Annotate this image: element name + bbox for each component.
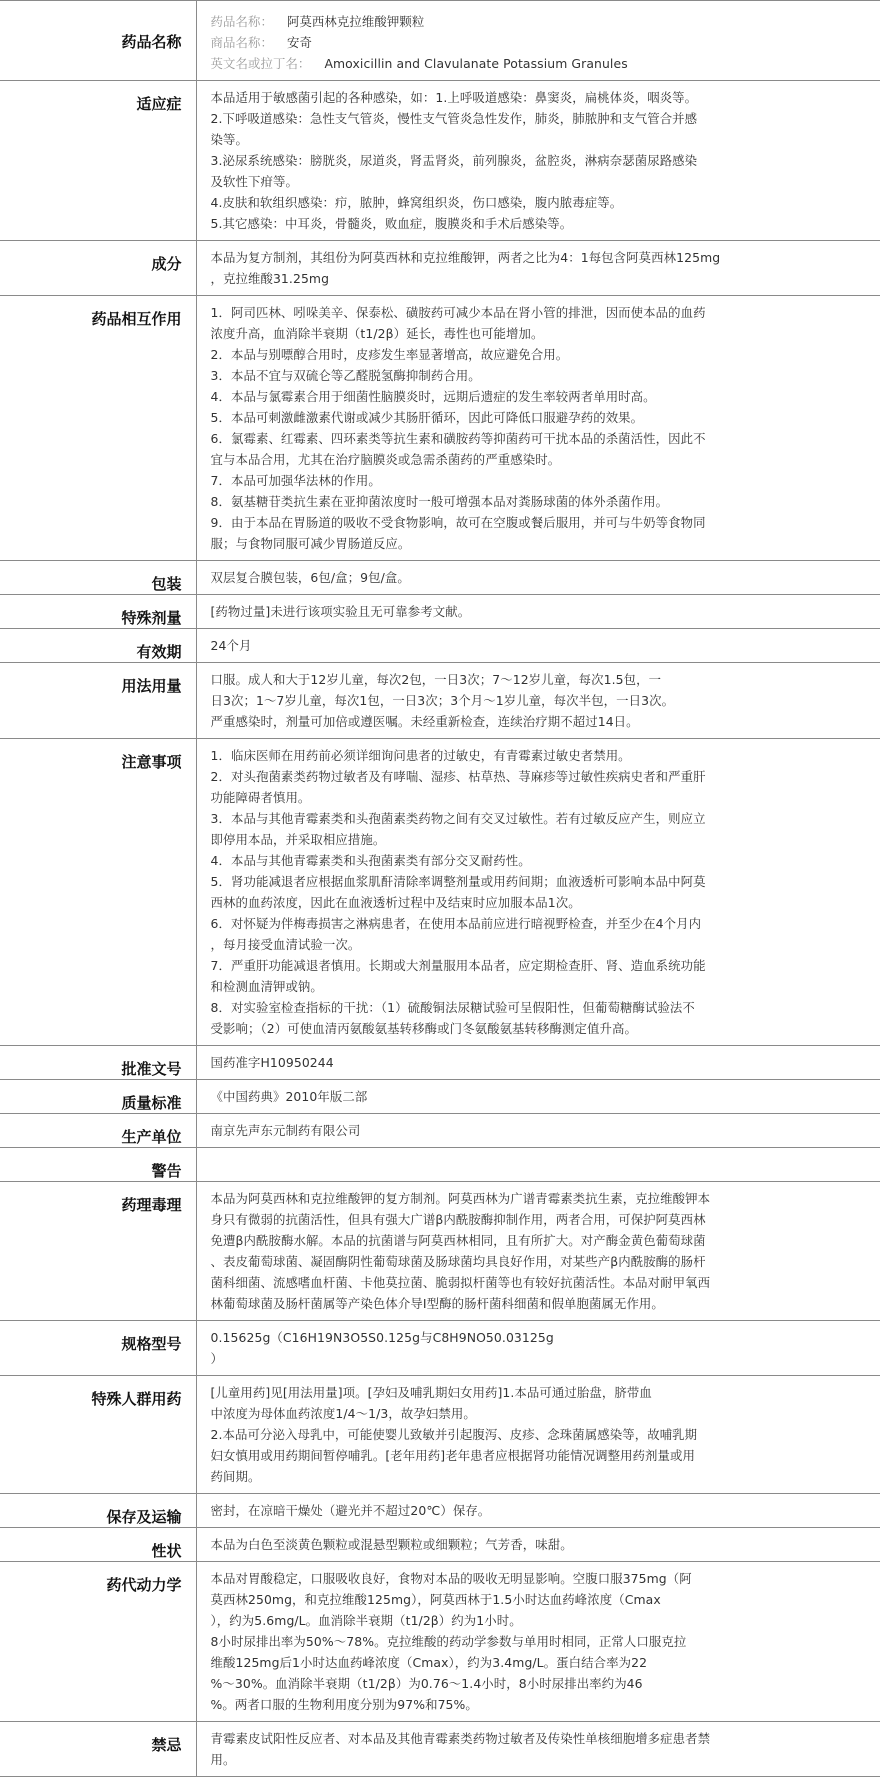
trade-name-value: 安奇 bbox=[286, 35, 312, 50]
spec-row bbox=[0, 595, 880, 629]
row-value bbox=[196, 1321, 880, 1376]
generic-name-key: 药品名称： bbox=[210, 14, 273, 29]
trade-name-key: 商品名称： bbox=[210, 35, 273, 50]
value-line: 药间期。 bbox=[210, 1469, 261, 1484]
value-line: 4.皮肤和软组织感染：疖，脓肿，蜂窝组织炎，伤口感染，腹内脓毒症等。 bbox=[210, 195, 623, 210]
row-value bbox=[196, 663, 880, 739]
row-value bbox=[196, 1528, 880, 1562]
row-label: 保存及运输 bbox=[0, 1494, 196, 1528]
row-value bbox=[196, 1376, 880, 1494]
value-line: 2.下呼吸道感染：急性支气管炎，慢性支气管炎急性发作，肺炎，肺脓肿和支气管合并感 bbox=[210, 111, 698, 126]
spec-table-body bbox=[0, 1, 880, 1777]
row-label: 特殊人群用药 bbox=[0, 1376, 196, 1494]
value-line: 、表皮葡萄球菌、凝固酶阴性葡萄球菌及肠球菌均具良好作用，对某些产β内酰胺酶的肠杆 bbox=[210, 1254, 706, 1269]
value-line: 林葡萄球菌及肠杆菌属等产染色体介导I型酶的肠杆菌科细菌和假单胞菌属无作用。 bbox=[210, 1296, 664, 1311]
value-line: 日3次；1～7岁儿童，每次1包，一日3次；3个月～1岁儿童，每次半包，一日3次。 bbox=[210, 693, 675, 708]
row-value bbox=[196, 1080, 880, 1114]
row-value bbox=[196, 296, 880, 561]
row-value bbox=[196, 1722, 880, 1777]
drug-name-block bbox=[196, 1, 880, 81]
row-label: 包装 bbox=[0, 561, 196, 595]
value-line: 8．对实验室检查指标的干扰：（1）硫酸铜法尿糖试验可呈假阳性，但葡萄糖酶试验法不 bbox=[210, 1000, 695, 1015]
value-line: 莫西林250mg，和克拉维酸125mg），阿莫西林于1.5小时达血药峰浓度（Cmax bbox=[210, 1592, 661, 1607]
value-line: 服；与食物同服可减少胃肠道反应。 bbox=[210, 536, 411, 551]
value-line: 1．临床医师在用药前必须详细询问患者的过敏史，有青霉素过敏史者禁用。 bbox=[210, 748, 631, 763]
row-value bbox=[196, 629, 880, 663]
row-label: 药品相互作用 bbox=[0, 296, 196, 561]
row-label: 适应症 bbox=[0, 81, 196, 241]
value-line: ） bbox=[210, 1351, 223, 1366]
row-label: 药代动力学 bbox=[0, 1562, 196, 1722]
spec-row bbox=[0, 81, 880, 241]
value-line: 6．氯霉素、红霉素、四环素类等抗生素和磺胺药等抑菌药可干扰本品的杀菌活性，因此不 bbox=[210, 431, 706, 446]
row-value bbox=[196, 241, 880, 296]
row-value bbox=[196, 1114, 880, 1148]
row-label: 药品名称 bbox=[0, 1, 196, 81]
value-line: 即停用本品，并采取相应措施。 bbox=[210, 832, 386, 847]
value-line: 0.15625g（C16H19N3O5S0.125g与C8H9NO50.03125g bbox=[210, 1330, 554, 1345]
row-value bbox=[196, 1494, 880, 1528]
value-line: 维酸125mg后1小时达血药峰浓度（Cmax），约为3.4mg/L。蛋白结合率为22 bbox=[210, 1655, 648, 1670]
value-line: %。两者口服的生物利用度分别为97%和75%。 bbox=[210, 1697, 478, 1712]
value-line: 妇女慎用或用药期间暂停哺乳。[老年用药]老年患者应根据肾功能情况调整用药剂量或用 bbox=[210, 1448, 696, 1463]
value-line: 口服。成人和大于12岁儿童，每次2包，一日3次；7～12岁儿童，每次1.5包，一 bbox=[210, 672, 662, 687]
value-line: 染等。 bbox=[210, 132, 248, 147]
value-line: ），约为5.6mg/L。血消除半衰期（t1/2β）约为1小时。 bbox=[210, 1613, 522, 1628]
value-line: 本品对胃酸稳定，口服吸收良好，食物对本品的吸收无明显影响。空腹口服375mg（阿 bbox=[210, 1571, 692, 1586]
spec-row bbox=[0, 663, 880, 739]
value-line: 本品适用于敏感菌引起的各种感染，如：1.上呼吸道感染：鼻窦炎，扁桃体炎，咽炎等。 bbox=[210, 90, 698, 105]
value-line: 西林的血药浓度，因此在血液透析过程中及结束时应加服本品1次。 bbox=[210, 895, 581, 910]
spec-row bbox=[0, 1046, 880, 1080]
value-line: 国药准字H10950244 bbox=[210, 1055, 334, 1070]
value-line: 2．本品与别嘌醇合用时，皮疹发生率显著增高，故应避免合用。 bbox=[210, 347, 569, 362]
row-value bbox=[196, 1046, 880, 1080]
row-label: 批准文号 bbox=[0, 1046, 196, 1080]
value-line: 8．氨基糖苷类抗生素在亚抑菌浓度时一般可增强本品对粪肠球菌的体外杀菌作用。 bbox=[210, 494, 669, 509]
spec-row bbox=[0, 561, 880, 595]
row-label: 用法用量 bbox=[0, 663, 196, 739]
value-line: 严重感染时，剂量可加倍或遵医嘱。未经重新检查，连续治疗期不超过14日。 bbox=[210, 714, 639, 729]
spec-row bbox=[0, 1321, 880, 1376]
value-line: 2．对头孢菌素类药物过敏者及有哮喘、湿疹、枯草热、荨麻疹等过敏性疾病史者和严重肝 bbox=[210, 769, 706, 784]
value-line: 1．阿司匹林、吲哚美辛、保泰松、磺胺药可减少本品在肾小管的排泄，因而使本品的血药 bbox=[210, 305, 706, 320]
trade-name-line bbox=[211, 32, 869, 53]
value-line: 受影响；（2）可使血清丙氨酸氨基转移酶或门冬氨酸氨基转移酶测定值升高。 bbox=[210, 1021, 637, 1036]
value-line: 本品为阿莫西林和克拉维酸钾的复方制剂。阿莫西林为广谱青霉素类抗生素，克拉维酸钾本 bbox=[210, 1191, 711, 1206]
value-line: %～30%。血消除半衰期（t1/2β）为0.76～1.4小时，8小时尿排出率约为46 bbox=[210, 1676, 643, 1691]
row-label: 注意事项 bbox=[0, 739, 196, 1046]
spec-row bbox=[0, 1722, 880, 1777]
row-value bbox=[196, 739, 880, 1046]
value-line: 7．本品可加强华法林的作用。 bbox=[210, 473, 381, 488]
spec-row bbox=[0, 739, 880, 1046]
spec-row bbox=[0, 1148, 880, 1182]
generic-name-value: 阿莫西林克拉维酸钾颗粒 bbox=[286, 14, 425, 29]
value-line: 双层复合膜包装，6包/盒；9包/盒。 bbox=[210, 570, 410, 585]
value-line: ，每月接受血清试验一次。 bbox=[210, 937, 361, 952]
value-line: 宜与本品合用，尤其在治疗脑膜炎或急需杀菌药的严重感染时。 bbox=[210, 452, 561, 467]
spec-row bbox=[0, 1376, 880, 1494]
spec-row bbox=[0, 1528, 880, 1562]
value-line: 和检测血清钾或钠。 bbox=[210, 979, 323, 994]
value-line: 南京先声东元制药有限公司 bbox=[210, 1123, 361, 1138]
value-line: 4．本品与氯霉素合用于细菌性脑膜炎时，远期后遗症的发生率较两者单用时高。 bbox=[210, 389, 656, 404]
row-value bbox=[196, 1562, 880, 1722]
value-line: 身只有微弱的抗菌活性，但具有强大广谱β内酰胺酶抑制作用，两者合用，可保护阿莫西林 bbox=[210, 1212, 706, 1227]
value-line: 6．对怀疑为伴梅毒损害之淋病患者，在使用本品前应进行暗视野检查，并至少在4个月内 bbox=[210, 916, 702, 931]
row-label: 生产单位 bbox=[0, 1114, 196, 1148]
value-line: [药物过量]未进行该项实验且无可靠参考文献。 bbox=[210, 604, 471, 619]
value-line: 用。 bbox=[210, 1752, 236, 1767]
value-line: 7．严重肝功能减退者慎用。长期或大剂量服用本品者，应定期检查肝、肾、造血系统功能 bbox=[210, 958, 706, 973]
value-line: 及软性下疳等。 bbox=[210, 174, 298, 189]
value-line: 5．本品可刺激雌激素代谢或减少其肠肝循环，因此可降低口服避孕药的效果。 bbox=[210, 410, 644, 425]
value-line: 3.泌尿系统感染：膀胱炎，尿道炎，肾盂肾炎，前列腺炎，盆腔炎，淋病奈瑟菌尿路感染 bbox=[210, 153, 698, 168]
value-line: 青霉素皮试阳性反应者、对本品及其他青霉素类药物过敏者及传染性单核细胞增多症患者禁 bbox=[210, 1731, 711, 1746]
row-label: 警告 bbox=[0, 1148, 196, 1182]
value-line: 3．本品与其他青霉素类和头孢菌素类药物之间有交叉过敏性。若有过敏反应产生，则应立 bbox=[210, 811, 706, 826]
value-line: 2.本品可分泌入母乳中，可能使婴儿致敏并引起腹泻、皮疹、念珠菌属感染等，故哺乳期 bbox=[210, 1427, 698, 1442]
value-line: 本品为复方制剂，其组份为阿莫西林和克拉维酸钾，两者之比为4：1每包含阿莫西林125mg bbox=[210, 250, 721, 265]
value-line: [儿童用药]见[用法用量]项。[孕妇及哺乳期妇女用药]1.本品可通过胎盘，脐带血 bbox=[210, 1385, 652, 1400]
value-line: 菌科细菌、流感嗜血杆菌、卡他莫拉菌、脆弱拟杆菌等也有较好抗菌活性。本品对耐甲氧西 bbox=[210, 1275, 711, 1290]
value-line: 功能障碍者慎用。 bbox=[210, 790, 311, 805]
spec-row bbox=[0, 1494, 880, 1528]
spec-row bbox=[0, 1562, 880, 1722]
english-name-value: Amoxicillin and Clavulanate Potassium Granules bbox=[324, 56, 628, 71]
row-label: 有效期 bbox=[0, 629, 196, 663]
value-line: 24个月 bbox=[210, 638, 252, 653]
generic-name-line bbox=[211, 11, 869, 32]
row-value bbox=[196, 595, 880, 629]
row-value bbox=[196, 1182, 880, 1321]
value-line: 中浓度为母体血药浓度1/4～1/3，故孕妇禁用。 bbox=[210, 1406, 476, 1421]
value-line: ，克拉维酸31.25mg bbox=[210, 271, 330, 286]
value-line: 本品为白色至淡黄色颗粒或混悬型颗粒或细颗粒；气芳香，味甜。 bbox=[210, 1537, 573, 1552]
row-label: 质量标准 bbox=[0, 1080, 196, 1114]
row-label: 禁忌 bbox=[0, 1722, 196, 1777]
spec-row bbox=[0, 1114, 880, 1148]
english-name-key: 英文名或拉丁名： bbox=[210, 56, 311, 71]
row-label: 药理毒理 bbox=[0, 1182, 196, 1321]
row-label: 成分 bbox=[0, 241, 196, 296]
value-line: 4．本品与其他青霉素类和头孢菌素类有部分交叉耐药性。 bbox=[210, 853, 531, 868]
spec-row bbox=[0, 241, 880, 296]
spec-row bbox=[0, 1182, 880, 1321]
row-value bbox=[196, 561, 880, 595]
spec-row bbox=[0, 629, 880, 663]
english-name-line bbox=[211, 53, 869, 74]
value-line: 5．肾功能减退者应根据血浆肌酐清除率调整剂量或用药间期；血液透析可影响本品中阿莫 bbox=[210, 874, 706, 889]
value-line: 免遭β内酰胺酶水解。本品的抗菌谱与阿莫西林相同，且有所扩大。对产酶金黄色葡萄球菌 bbox=[210, 1233, 706, 1248]
row-label: 特殊剂量 bbox=[0, 595, 196, 629]
spec-row bbox=[0, 1080, 880, 1114]
spec-row bbox=[0, 296, 880, 561]
value-line: 5.其它感染：中耳炎，骨髓炎，败血症，腹膜炎和手术后感染等。 bbox=[210, 216, 573, 231]
value-line: 8小时尿排出率为50%～78%。克拉维酸的药动学参数与单用时相同，正常人口服克拉 bbox=[210, 1634, 687, 1649]
row-value bbox=[196, 1148, 880, 1182]
row-label: 性状 bbox=[0, 1528, 196, 1562]
value-line: 密封，在凉暗干燥处（避光并不超过20℃）保存。 bbox=[210, 1503, 491, 1518]
value-line: 《中国药典》2010年版二部 bbox=[210, 1089, 368, 1104]
row-drug-name bbox=[0, 1, 880, 81]
row-value bbox=[196, 81, 880, 241]
value-line: 3．本品不宜与双硫仑等乙醛脱氢酶抑制药合用。 bbox=[210, 368, 481, 383]
value-line: 浓度升高，血消除半衰期（t1/2β）延长，毒性也可能增加。 bbox=[210, 326, 544, 341]
value-line: 9．由于本品在胃肠道的吸收不受食物影响，故可在空腹或餐后服用，并可与牛奶等食物同 bbox=[210, 515, 706, 530]
row-label: 规格型号 bbox=[0, 1321, 196, 1376]
